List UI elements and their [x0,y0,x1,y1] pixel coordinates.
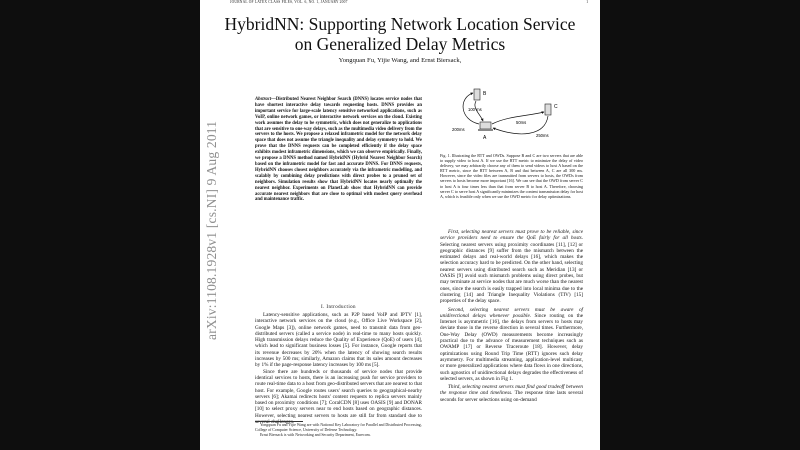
footnote: Yongquan Fu and Yijie Wang are with National Key Laboratory for Parallel and Distributed Processing, College of Computer Science, University of Defense Technology. [255,423,422,432]
body-paragraph [440,384,583,403]
edge-label-left: 200ms [452,127,465,132]
paper-title: HybridNN: Supporting Network Location Service on Generalized Delay Metrics [224,14,576,54]
body-paragraph [440,307,583,383]
edge-label-ac: 50ms [516,120,527,125]
intro-paragraph: Since there are hundreds or thousands of service nodes that provide identical services to hosts, there is an increasing push for service providers to route real-time data to a host from geo-distributed servers that are nearest to that host. For example, Google routes users' search queries to geographical-nearby servers [6]; Akamai redirects hosts' content requests to replica servers mainly based on proximity conditions [7]; CoralCDN [8] uses OASIS [9] and DONAR [10] to select proxy servers near to end hosts based on geographic distances. However, selecting nearest servers to hosts are still far from standard due to several challenges. [255,368,422,426]
paragraph-text: The response time lasts several seconds for server selections using on-demand [440,390,583,403]
abstract [255,97,422,203]
page-number: 1 [586,0,588,4]
arxiv-stamp: arXiv:1108.1928v1 [cs.NI] 9 Aug 2011 [204,120,219,340]
introduction-body [255,312,422,425]
edge-label-right: 250ms [536,133,549,138]
server-b-icon [474,89,480,100]
paper-page [200,0,600,450]
edge-label-ab: 100 ms [468,107,482,112]
journal-header: JOURNAL OF LATEX CLASS FILES, VOL. 6, NO. 1, JANUARY 2007 [230,0,348,4]
section-heading: I. Introduction [321,305,356,310]
host-a-icon [480,122,491,129]
intro-paragraph: Latency-sensitive applications, such as P2P based VoIP and IPTV [1], interactive network services on the cloud (e.g., Office Live Workspace [2], Google Maps [3]), online network games, need to transmit data from geo-distributed servers (called a service node) in real-time to many hosts quickly. High transmission delays reduce the Quality of Experience (QoE) of users [4], which lead to significant business losses [5]. For instance, Google reports that its revenue decreases by 20% when the latency of showing search results increases by 500 ms; similarly, Amazon claims that its sales amount decreases by 1% if the page-response latency increases by 100 ms [5]. [255,312,422,369]
figure-rtt-owd-diagram [450,86,570,150]
right-column-body [440,229,583,405]
footnote-divider [255,421,303,422]
abstract-label: Abstract [255,97,272,102]
abstract-text: —Distributed Nearest Neighbor Search (DNNS) locates service nodes that have shortest interactive delay towards requesting hosts. DNNS provides an important service for large-scale latency sensitive networked applications, such as VoIP, online network games, or interactive network services on the cloud. Existing work assumes the delay to be symmetric, which does not generalize to applications that are sensitive to one-way delays, such as the multimedia video delivery from the servers to the hosts. We propose a relaxed inframetric model for the network delay space that does not assume the triangle inequality and delay symmetry to hold. We prove that the DNNS requests can be completed efficiently if the delay space exhibits modest inframetric dimensions, which we can observe empirically. Finally, we propose a DNNS method named HybridNN (Hybrid Nearest Neighbor Search) based on the inframetric model for fast and accurate DNNS. For DNNS requests, HybridNN chooses closest neighbors accurately via the inframetric modelling, and scalably by combining delay predictions with direct probes to a pruned set of neighbors. Simulation results show that HybridNN locates nearly optimally the nearest neighbor. Experiments on PlanetLab show that HybridNN can provide accurate nearest neighbors that are close to optimal with modest query overhead and maintenance traffic. [255,97,422,203]
node-c-label: C [554,104,558,110]
host-a-keyboard [478,129,493,131]
paragraph-text: Selecting nearest servers using proximity coordinates [11], [12] or geographic distances [9] suffer from the mismatch between the estimated delays and real-world delays [16], which makes the selection accuracy hard to be predicted. On the other hand, selecting nearest servers using distributed search such as Meridian [13] or OASIS [9] avoid such mismatch problems using direct probes, but may terminate at service nodes that are much worse than the nearest ones, since the search is easily trapped into local minima due to the clustering [14] and Triangle Inequality Violations (TIV) [15] properties of the delay space. [440,241,583,305]
node-a-label: A [483,135,487,141]
figure-caption: Fig. 1. Illustrating the RTT and OWDs. Suppose B and C are two servers that are able to supply video to host A. If we use the RTT metric to minimize the delay of video delivery, we may arbitrarily choose any of them to send videos to host A based on the RTT metric, since the RTT between A, B and that between A, C are all 300 ms. However, since the video files are transmitted from servers to hosts, the OWDs from servers to hosts become more important [16]. We can see that the OWD from server C to host A is four times less than that from server B to host A. Therefore, choosing server C to serve host A significantly minimizes the content transmission delay for host A, which is feasible only when we use the OWD metric for delay optimizations. [440,153,583,199]
node-b-label: B [483,91,487,97]
author-list: Yongquan Fu, Yijie Wang, and Ernst Biersack, [338,57,462,64]
footnote: Ernst Biersack is with Networking and Security Department, Eurecom. [260,432,371,437]
paragraph-text: Since routing on the Internet is asymmetric [16], the delays from servers to hosts may deviate those in the reverse direction in several times. Furthermore, One-Way Delay (OWD) measurements become increasingly practical due to the advance of measurement techniques such as OWAMP [17] or Reverse Traceroute [18]. However, delay optimizations using Round Trip Time (RTT) ignores such delay asymmetry. For multimedia streaming, application-level multicast, or more generalized applications where data flows in one directions, such agnostics of unidirectional delays degrades the effectiveness of selected servers, as shown in Fig 1. [440,312,583,382]
footnotes [255,423,422,437]
paragraph-lead: Second, selecting nearest servers must be aware of unidirectional delays whenever possible. [440,306,583,319]
paragraph-lead: First, selecting nearest servers must prove to be reliable, since service providers need to ensure the QoE fairly for all hosts. [440,229,583,242]
paragraph-lead: Third, selecting nearest servers must find good tradeoff between the response time and timeliness. [440,384,583,397]
body-paragraph [440,229,583,305]
server-c-icon [545,104,551,115]
